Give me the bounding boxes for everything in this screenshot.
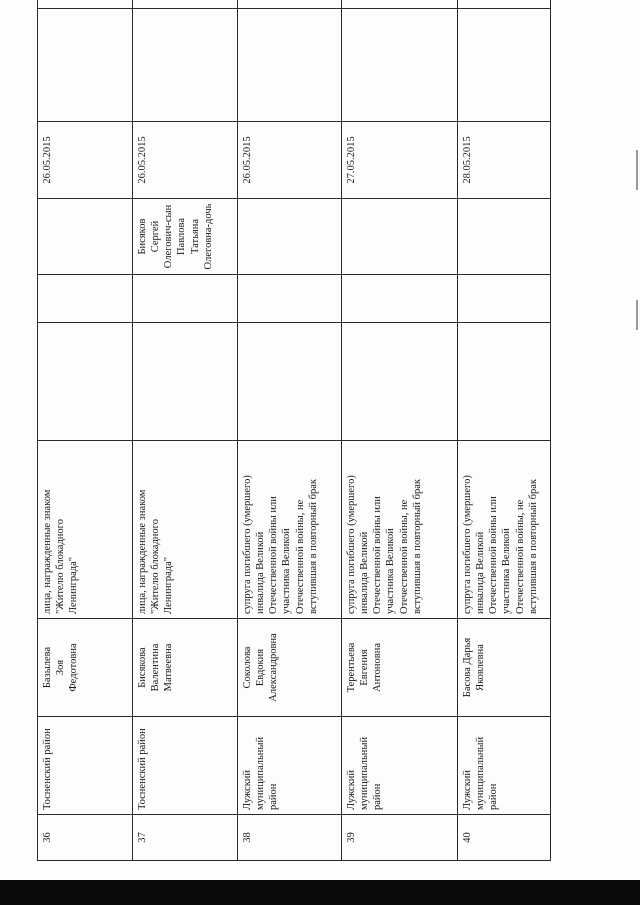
- empty-cell: [238, 323, 342, 441]
- empty-cell: [38, 323, 133, 441]
- person-name-cell: [238, 619, 342, 717]
- family-members-cell: [342, 199, 458, 275]
- category-cell: [133, 441, 238, 619]
- empty-cell: [238, 0, 342, 9]
- category-cell-line: вступившая в повторный брак: [527, 478, 539, 614]
- person-name-cell-line: Бисякова: [137, 647, 148, 688]
- person-name-cell-line: Валентина: [150, 643, 162, 692]
- district-cell: [342, 717, 458, 815]
- table-row: [133, 0, 238, 861]
- date-cell-text: 27.05.2015: [346, 136, 357, 184]
- person-name-cell-line: Матвеевна: [163, 643, 175, 692]
- category-cell: [38, 441, 133, 619]
- row-number-text: 39: [346, 832, 357, 843]
- category-cell-line: Отечественной войны или: [372, 496, 384, 614]
- category-cell-line: инвалида Великой: [255, 531, 267, 614]
- category-cell-line: "Жителю блокадного: [55, 519, 67, 614]
- district-cell-line: район: [268, 783, 280, 810]
- person-name-cell-line: Басова Дарья: [462, 637, 473, 698]
- rotated-table-wrapper: [37, 16, 550, 861]
- category-cell-line: участника Великой: [501, 528, 513, 614]
- person-name-cell-line: Евдокия: [255, 648, 267, 687]
- category-cell: [238, 441, 342, 619]
- empty-cell: [458, 323, 551, 441]
- category-cell-line: участника Великой: [281, 528, 293, 614]
- category-cell-line: Отечественной войны, не: [514, 499, 526, 614]
- category-cell-line: супруга погибшего (умершего): [242, 475, 253, 614]
- person-name-cell-line: Александровна: [268, 633, 280, 702]
- category-cell-line: супруга погибшего (умершего): [462, 475, 473, 614]
- category-cell-line: инвалида Великой: [359, 531, 371, 614]
- district-cell-line: Тосненский район: [137, 728, 148, 810]
- category-cell-line: вступившая в повторный брак: [411, 478, 423, 614]
- date-cell: [458, 122, 551, 199]
- category-cell-line: участника Великой: [385, 528, 397, 614]
- date-cell: [238, 122, 342, 199]
- empty-cell: [133, 9, 238, 122]
- person-name-cell-line: Антоновна: [372, 643, 384, 693]
- category-cell-line: Отечественной войны или: [268, 496, 280, 614]
- scan-edge-mark: [636, 150, 638, 190]
- person-name-cell: [38, 619, 133, 717]
- family-members-cell: [38, 199, 133, 275]
- table-row: [458, 0, 551, 861]
- district-cell: [238, 717, 342, 815]
- row-number: [38, 815, 133, 861]
- category-cell-line: вступившая в повторный брак: [307, 478, 319, 614]
- district-cell-line: муниципальный: [255, 736, 267, 810]
- empty-cell: [38, 275, 133, 323]
- empty-cell: [133, 0, 238, 9]
- category-cell-line: инвалида Великой: [475, 531, 487, 614]
- row-number: [133, 815, 238, 861]
- category-cell: [458, 441, 551, 619]
- family-members-cell-line: Олегович-сын: [163, 204, 175, 269]
- register-table: [37, 0, 551, 861]
- table-row: [38, 0, 133, 861]
- district-cell-line: Лужский: [242, 769, 253, 810]
- empty-cell: [458, 9, 551, 122]
- empty-cell: [238, 275, 342, 323]
- date-cell-text: 26.05.2015: [242, 136, 253, 184]
- district-cell-line: Лужский: [346, 769, 357, 810]
- category-cell-line: лица, награжденные знаком: [42, 489, 53, 614]
- family-members-cell-line: Бисяков Сергей: [137, 218, 162, 255]
- date-cell: [38, 122, 133, 199]
- date-cell: [133, 122, 238, 199]
- empty-cell: [342, 323, 458, 441]
- row-number-text: 36: [42, 832, 53, 843]
- district-cell-line: Тосненский район: [42, 728, 53, 810]
- date-cell-text: 26.05.2015: [137, 136, 148, 184]
- row-number: [238, 815, 342, 861]
- category-cell-line: "Жителю блокадного: [150, 519, 162, 614]
- empty-cell: [342, 275, 458, 323]
- person-name-cell: [342, 619, 458, 717]
- family-members-cell: [238, 199, 342, 275]
- empty-cell: [458, 0, 551, 9]
- date-cell-text: 28.05.2015: [462, 136, 473, 184]
- person-name-cell-line: Евгения: [359, 649, 371, 686]
- category-cell-line: Ленинграда": [163, 556, 175, 614]
- district-cell-line: Лужский: [462, 769, 473, 810]
- district-cell-line: район: [372, 783, 384, 810]
- empty-cell: [342, 0, 458, 9]
- empty-cell: [342, 9, 458, 122]
- empty-cell: [38, 9, 133, 122]
- table-body: [38, 0, 551, 861]
- district-cell-line: район: [488, 783, 500, 810]
- family-members-cell: [133, 199, 238, 275]
- person-name-cell-line: Яковлевна: [475, 644, 487, 691]
- category-cell-line: Отечественной войны или: [488, 496, 500, 614]
- row-number: [458, 815, 551, 861]
- date-cell: [342, 122, 458, 199]
- row-number-text: 38: [242, 832, 253, 843]
- family-members-cell: [458, 199, 551, 275]
- person-name-cell: [133, 619, 238, 717]
- family-members-cell-line: Павлова Татьяна: [176, 217, 201, 256]
- district-cell-line: муниципальный: [475, 736, 487, 810]
- person-name-cell: [458, 619, 551, 717]
- family-members-cell-line: Олеговна-дочь: [202, 203, 214, 270]
- row-number-text: 40: [462, 832, 473, 843]
- row-number-text: 37: [137, 832, 148, 843]
- category-cell-line: Отечественной войны, не: [398, 499, 410, 614]
- scan-edge-mark: [636, 300, 638, 330]
- district-cell: [458, 717, 551, 815]
- person-name-cell-line: Соколова: [242, 646, 253, 689]
- district-cell: [133, 717, 238, 815]
- category-cell-line: Отечественной войны, не: [294, 499, 306, 614]
- category-cell: [342, 441, 458, 619]
- empty-cell: [133, 275, 238, 323]
- empty-cell: [238, 9, 342, 122]
- person-name-cell-line: Базылева: [42, 646, 53, 689]
- row-number: [342, 815, 458, 861]
- category-cell-line: супруга погибшего (умершего): [346, 475, 357, 614]
- person-name-cell-line: Федотовна: [68, 643, 80, 692]
- person-name-cell-line: Терентьева: [346, 642, 357, 693]
- table-row: [342, 0, 458, 861]
- district-cell-line: муниципальный: [359, 736, 371, 810]
- category-cell-line: Ленинграда": [68, 556, 80, 614]
- category-cell-line: лица, награжденные знаком: [137, 489, 148, 614]
- person-name-cell-line: Зоя: [55, 659, 67, 676]
- date-cell-text: 26.05.2015: [42, 136, 53, 184]
- empty-cell: [458, 275, 551, 323]
- scanner-bottom-bar: [0, 880, 640, 905]
- empty-cell: [38, 0, 133, 9]
- empty-cell: [133, 323, 238, 441]
- district-cell: [38, 717, 133, 815]
- table-row: [238, 0, 342, 861]
